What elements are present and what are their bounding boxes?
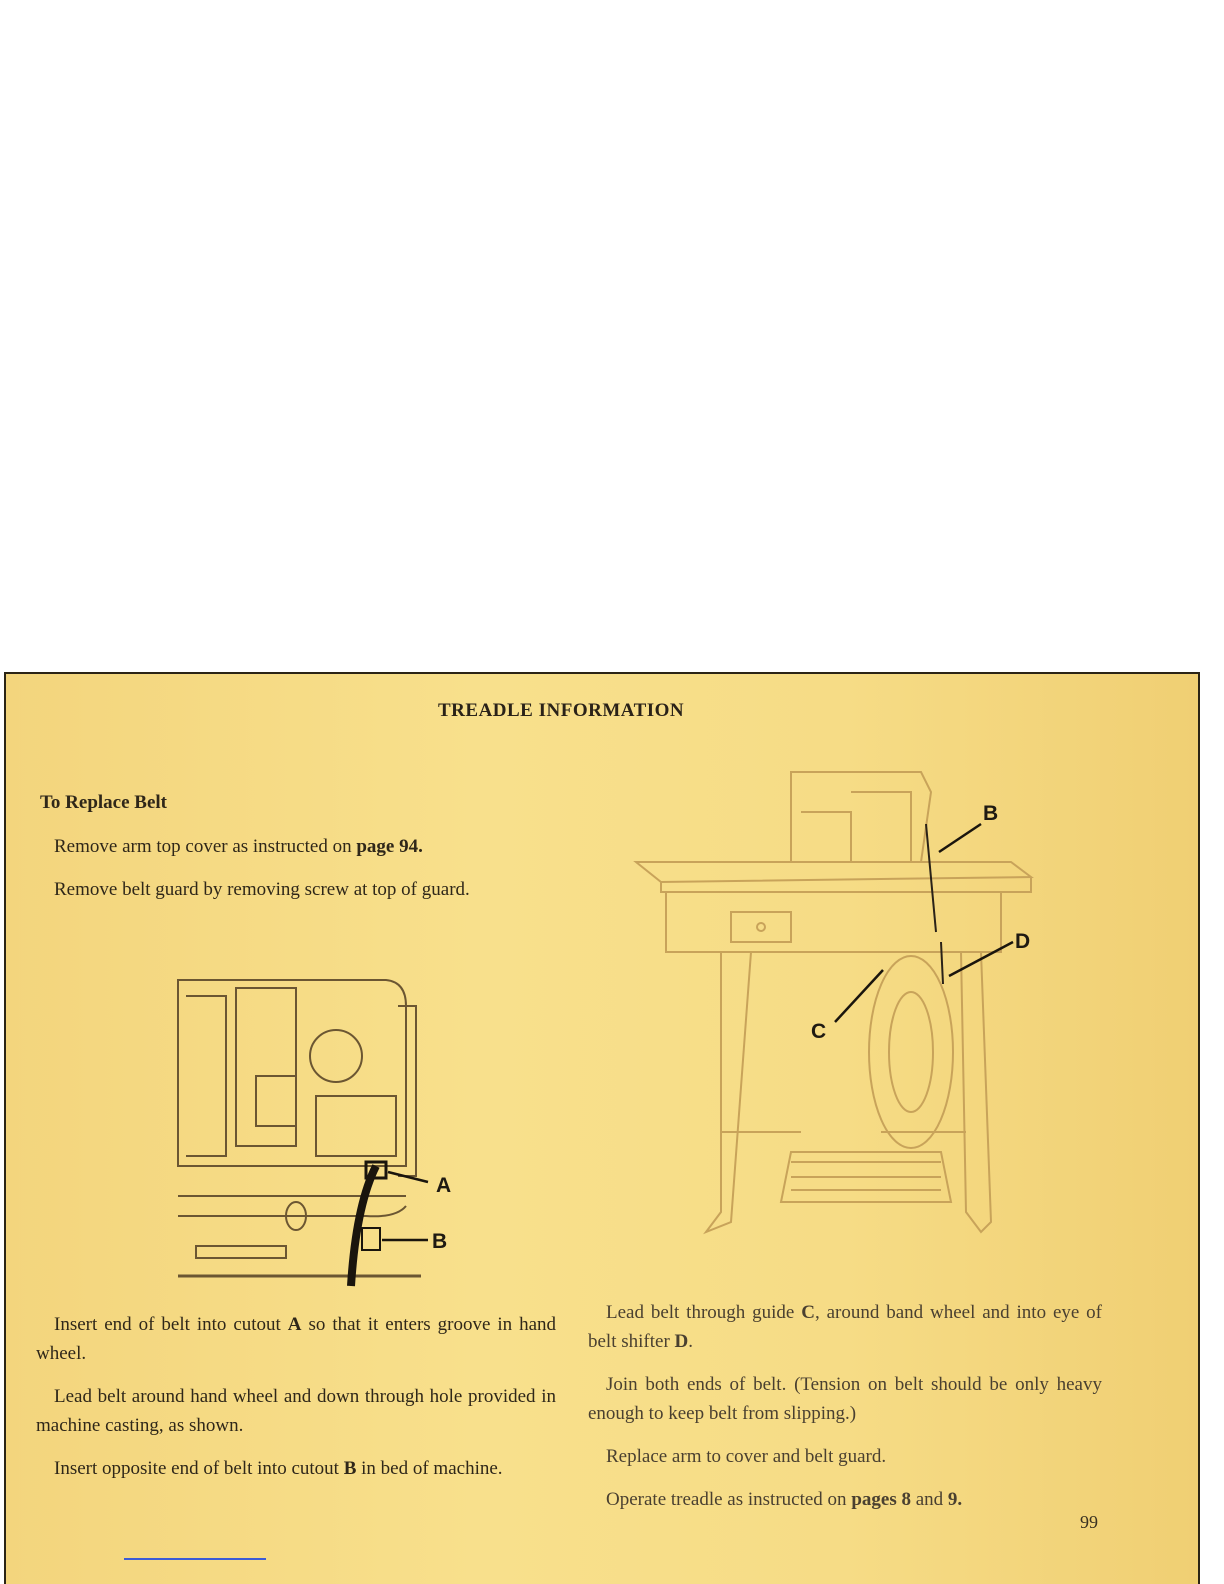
instruction-remove-cover: Remove arm top cover as instructed on page 94. xyxy=(54,836,423,857)
instruction-insert-opposite: Insert opposite end of belt into cutout B in bed of machine. xyxy=(54,1458,503,1479)
label-a: A xyxy=(436,1174,452,1197)
label-d: D xyxy=(1015,930,1031,953)
label-c: C xyxy=(811,1020,827,1043)
instruction-operate-treadle: Operate treadle as instructed on pages 8 and 9. xyxy=(606,1489,963,1510)
right-column-bottom xyxy=(588,1298,1102,1528)
instruction-insert-end: Insert end of belt into cutout A so that it enters groove in hand wheel. xyxy=(36,1314,557,1364)
label-b: B xyxy=(432,1230,448,1253)
label-a-leader xyxy=(388,1172,428,1182)
page-title: TREADLE INFORMATION xyxy=(438,700,685,721)
instruction-join-ends: Join both ends of belt. (Tension on belt should be only heavy enough to keep belt from slipping.) xyxy=(588,1374,1102,1424)
manual-page xyxy=(4,672,1200,1584)
link-underline[interactable] xyxy=(124,1558,266,1560)
page-number: 99 xyxy=(1080,1512,1098,1532)
instruction-lead-through-guide: Lead belt through guide C, around band wheel and into eye of belt shifter D. xyxy=(588,1302,1102,1352)
left-column-top xyxy=(36,792,556,918)
treadle-cabinet-illustration xyxy=(621,752,1051,1272)
belt-cutout-illustration xyxy=(166,966,466,1296)
label-b-leader xyxy=(939,824,981,852)
instruction-lead-belt: Lead belt around hand wheel and down through hole provided in machine casting, as shown. xyxy=(36,1386,556,1436)
page-reference: page 94. xyxy=(356,836,423,857)
label-b: B xyxy=(983,802,999,825)
left-column-bottom xyxy=(36,1310,556,1497)
instruction-replace-cover: Replace arm to cover and belt guard. xyxy=(606,1446,887,1467)
section-heading: To Replace Belt xyxy=(40,792,168,813)
instruction-remove-guard: Remove belt guard by removing screw at top of guard. xyxy=(54,879,470,900)
